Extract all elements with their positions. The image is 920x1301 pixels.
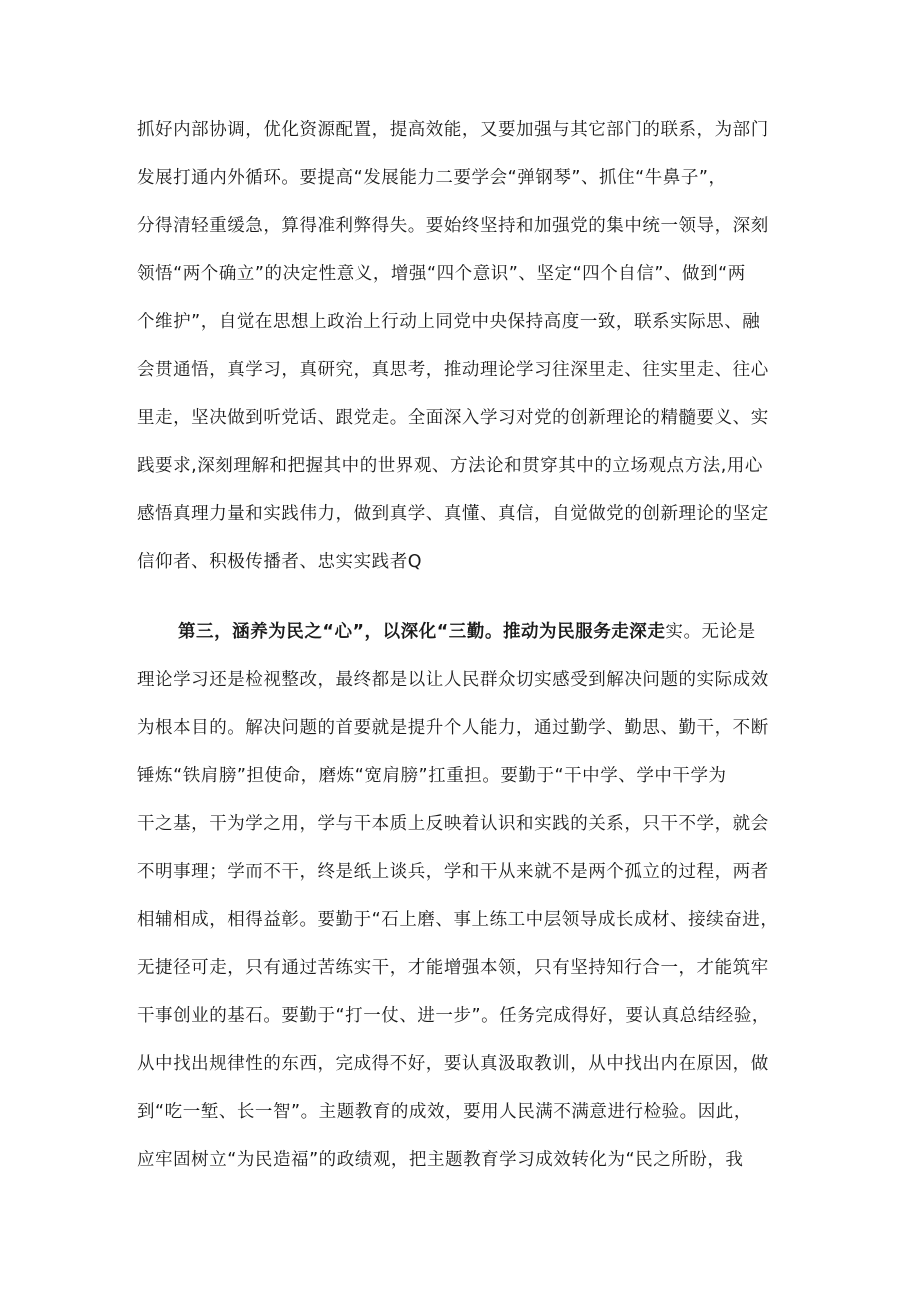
paragraph-2-line: 干之基，干为学之用，学与干本质上反映着认识和实践的关系，只干不学，就会: [137, 814, 769, 834]
paragraph-2-line: 应牢固树立“为民造福”的政绩观，把主题教育学习成效转化为“民之所盼，我: [137, 1150, 744, 1170]
paragraph-1-line: 里走，坚决做到听党话、跟党走。全面深入学习对党的创新理论的精髓要义、实: [137, 408, 769, 428]
paragraph-1-line: 分得清轻重缓急，算得准利弊得失。要始终坚持和加强党的集中统一领导，深刻: [137, 216, 769, 236]
paragraph-1-line: 发展打通内外循环。要提高“发展能力二要学会“弹钢琴”、抓住“牛鼻子”，: [137, 168, 727, 188]
paragraph-2-heading-line: [178, 618, 798, 646]
paragraph-2-line: 理论学习还是检视整改，最终都是以让人民群众切实感受到解决问题的实际成效: [137, 670, 769, 690]
paragraph-2-line: 到“吃一堑、长一智”。主题教育的成效，要用人民满不满意进行检验。因此，: [137, 1102, 752, 1122]
paragraph-1-line: 践要求,深刻理解和把握其中的世界观、方法论和贯穿其中的立场观点方法,用心: [137, 456, 763, 476]
paragraph-2-line: 相辅相成，相得益彰。要勤于“石上磨、事上练工中层领导成长成材、接续奋进，: [137, 910, 779, 930]
paragraph-2-line: 从中找出规律性的东西，完成得不好，要认真汲取教训，从中找出内在原因，做: [137, 1054, 769, 1074]
paragraph-1-line: 抓好内部协调，优化资源配置，提高效能，又要加强与其它部门的联系，为部门: [137, 120, 769, 140]
paragraph-1-line: 领悟“两个确立”的决定性意义，增强“四个意识”、坚定“四个自信”、做到“两: [137, 264, 746, 284]
paragraph-1-line: 感悟真理力量和实践伟力，做到真学、真懂、真信，自觉做党的创新理论的坚定: [137, 504, 769, 524]
paragraph-1-line: 个维护”，自觉在思想上政治上行动上同党中央保持高度一致，联系实际思、融: [137, 312, 761, 332]
paragraph-1-line: 信仰者、积极传播者、忠实实践者Q: [137, 552, 423, 572]
paragraph-2-line: 不明事理；学而不干，终是纸上谈兵，学和干从来就不是两个孤立的过程，两者: [137, 862, 769, 882]
paragraph-2-line: 为根本目的。解决问题的首要就是提升个人能力，通过勤学、勤思、勤干，不断: [137, 718, 769, 738]
paragraph-2-line: 锤炼“铁肩膀”担使命，磨炼“宽肩膀”扛重担。要勤于“干中学、学中干学为: [137, 766, 727, 786]
paragraph-1-line: 会贯通悟，真学习，真研究，真思考，推动理论学习往深里走、往实里走、往心: [137, 360, 769, 380]
paragraph-2-line: 干事创业的基石。要勤于“打一仗、进一步”。任务完成得好，要认真总结经验，: [137, 1006, 770, 1026]
paragraph-2-heading-bold: 第三，涵养为民之“心”，以深化“三勤。推动为民服务走深走: [178, 622, 666, 642]
paragraph-2-heading-rest: 实。无论是: [665, 622, 756, 642]
paragraph-2-line: 无捷径可走，只有通过苦练实干，才能增强本领，只有坚持知行合一，才能筑牢: [137, 958, 769, 978]
